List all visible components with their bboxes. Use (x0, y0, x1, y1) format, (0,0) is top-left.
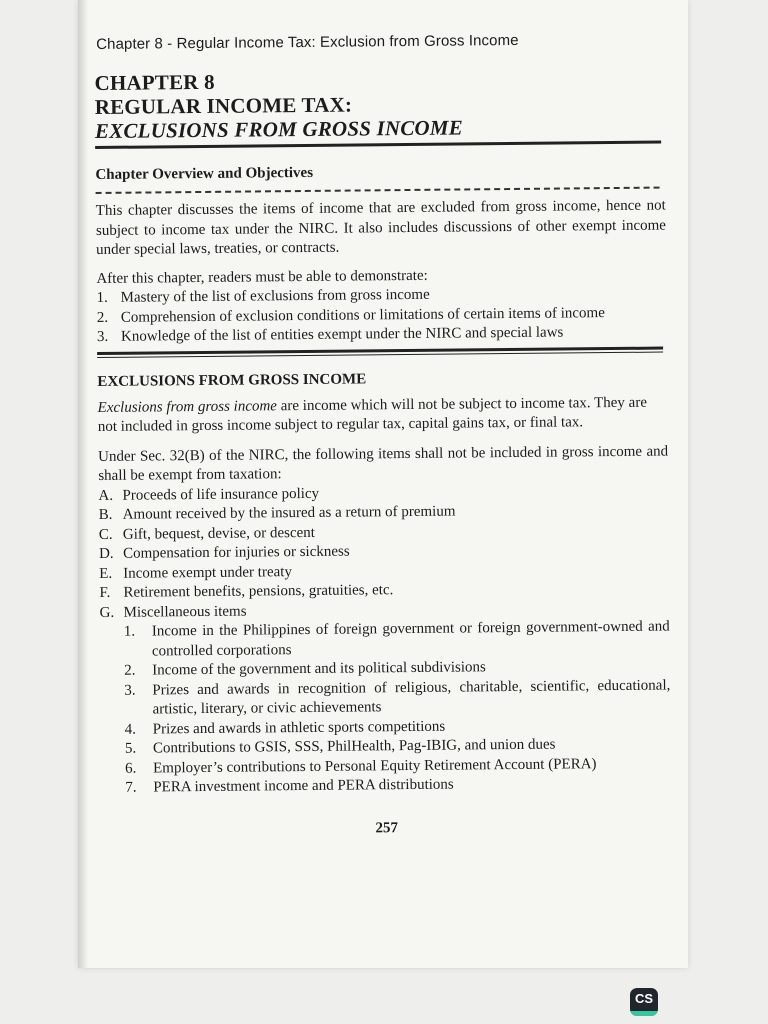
misc-text: Employer’s contributions to Personal Equity Retirement Account (PERA) (153, 755, 597, 776)
exclusion-marker: A. (98, 487, 114, 504)
objective-text: Comprehension of exclusion conditions or limitations of certain items of income (120, 304, 605, 326)
objective-marker: 1. (96, 289, 108, 306)
misc-items-list (124, 618, 672, 799)
exclusion-marker: G. (99, 604, 115, 621)
exclusions-definition (98, 393, 668, 437)
objective-text: Mastery of the list of exclusions from gross income (120, 286, 430, 306)
misc-text: Prizes and awards in athletic sports competitions (152, 718, 446, 737)
misc-text: Income of the government and its political subdivisions (152, 659, 486, 679)
misc-marker: 2. (124, 662, 136, 679)
exclusion-text: Miscellaneous items (123, 603, 247, 621)
chapter-title-line2: EXCLUSIONS FROM GROSS INCOME (94, 115, 464, 143)
exclusion-marker: E. (99, 565, 113, 582)
misc-marker: 4. (124, 721, 137, 738)
exclusions-heading: EXCLUSIONS FROM GROSS INCOME (97, 370, 367, 390)
running-head: Chapter 8 - Regular Income Tax: Exclusion from Gross Income (96, 31, 519, 53)
dashed-rule (96, 187, 660, 194)
misc-item (124, 676, 670, 720)
objective-marker: 2. (96, 309, 109, 326)
misc-item (125, 773, 671, 798)
exclusion-text: Income exempt under treaty (123, 563, 292, 582)
exclusion-text: Compensation for injuries or sickness (122, 543, 350, 562)
misc-text: Prizes and awards in recognition of religious, charitable, scientific, educational, artistic, literary, or civic achievements (152, 676, 671, 718)
misc-marker: 1. (123, 623, 136, 640)
objective-marker: 3. (96, 328, 109, 345)
page-spine-shadow (78, 0, 88, 968)
chapter-title-line1: REGULAR INCOME TAX: (94, 92, 353, 119)
exclusion-text: Gift, bequest, devise, or descent (122, 524, 315, 543)
page-content (94, 23, 672, 840)
exclusion-marker: B. (98, 506, 113, 523)
exclusion-text: Proceeds of life insurance policy (122, 485, 320, 504)
badge-accent-bar (630, 1011, 658, 1016)
overview-heading: Chapter Overview and Objectives (95, 164, 314, 183)
exclusion-marker: C. (98, 526, 113, 543)
chapter-number: CHAPTER 8 (94, 69, 215, 95)
camscanner-logo-icon (630, 988, 658, 1016)
exclusion-text: Retirement benefits, pensions, gratuities, etc. (123, 582, 394, 601)
objectives-list (97, 284, 668, 348)
misc-marker: 6. (125, 760, 137, 777)
misc-marker: 3. (124, 682, 136, 699)
misc-text: PERA investment income and PERA distributions (153, 776, 454, 796)
page-number: 257 (375, 819, 399, 836)
misc-text: Contributions to GSIS, SSS, PhilHealth, Pag-IBIG, and union dues (152, 736, 556, 757)
misc-marker: 7. (125, 779, 137, 796)
objectives-lead: After this chapter, readers must be able to demonstrate: (96, 267, 428, 287)
exclusion-marker: F. (99, 584, 111, 601)
exclusion-text: Amount received by the insured as a return of premium (122, 503, 456, 523)
exclusion-marker: D. (98, 545, 114, 562)
misc-text: Income in the Philippines of foreign government or foreign government-owned and controlled corporations (151, 618, 670, 659)
definition-term: Exclusions from gross income (97, 397, 278, 416)
definition-rest: are income which will not be subject to income tax. They are not included in gross income subject to regular tax, capital gains tax, or final tax. (97, 394, 648, 435)
objective-text: Knowledge of the list of entities exempt under the NIRC and special laws (120, 324, 564, 345)
exclusions-lead: Under Sec. 32(B) of the NIRC, the following items shall not be included in gross income and shall be exempt from taxation: (98, 443, 669, 484)
exclusions-list (98, 481, 669, 623)
objective-item (97, 323, 667, 348)
misc-item (124, 618, 670, 662)
badge-label: CS (634, 991, 654, 1006)
section-rule (97, 346, 663, 357)
overview-intro: This chapter discusses the items of income that are excluded from gross income, hence not subject to income tax under the NIRC. It also includes discussions of other exempt income under special laws, treaties, or contracts. (95, 197, 666, 258)
misc-marker: 5. (124, 740, 137, 757)
